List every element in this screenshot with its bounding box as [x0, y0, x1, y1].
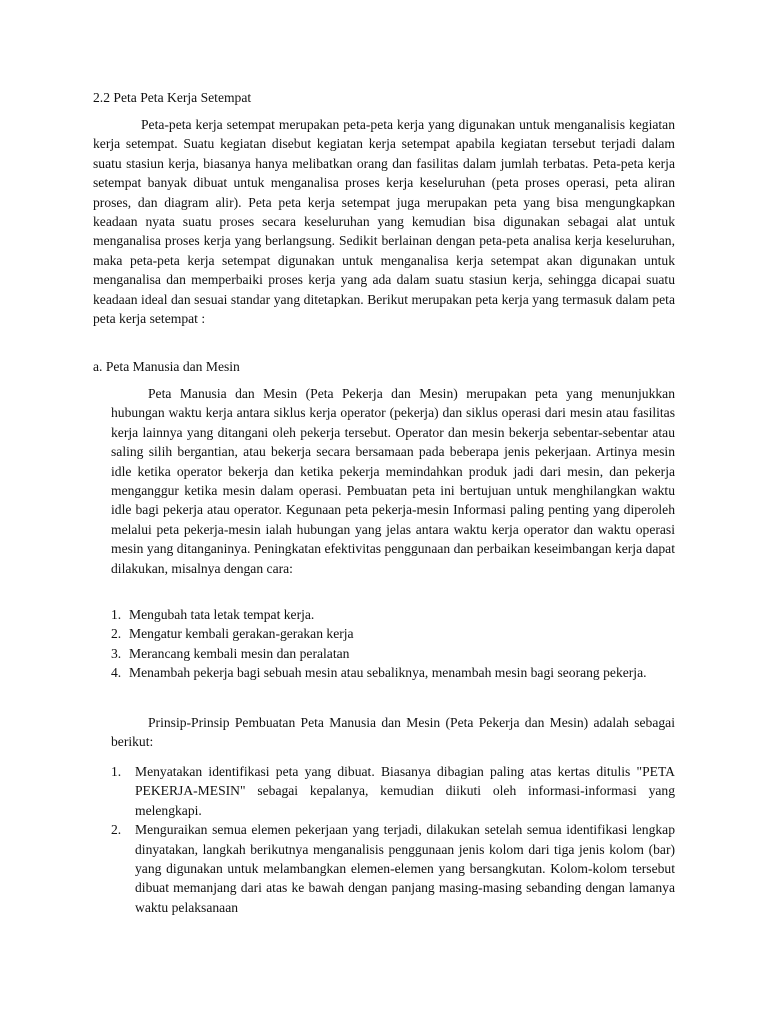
list-item — [111, 605, 675, 624]
list-item — [111, 624, 675, 643]
list-item-text: Mengubah tata letak tempat kerja. — [129, 607, 315, 622]
list-item-text: Merancang kembali mesin dan peralatan — [129, 645, 350, 661]
principles-list — [111, 762, 675, 917]
improvement-list — [111, 605, 675, 683]
list-item-number: 2. — [111, 822, 122, 838]
list-item-number: 2. — [111, 626, 122, 642]
list-item — [111, 644, 675, 663]
list-item-text: Menambah pekerja bagi sebuah mesin atau sebaliknya, menambah mesin bagi seorang pekerja. — [129, 665, 647, 681]
list-item-text: Menguraikan semua elemen pekerjaan yang terjadi, dilakukan setelah semua identifikasi lengkap dinyatakan, langkah berikutnya menganalisis penggunaan jenis kolom dari tiga jenis kolom (bar) yang digunakan untuk melambangkan elemen-elemen yang bersangkutan. Kolom-kolom tersebut dibuat memanjang dari atas ke bawah dengan panjang masing-masing sebanding dengan lamanya waktu pelaksanaan — [135, 822, 675, 915]
subsection-heading: a. Peta Manusia dan Mesin — [93, 359, 240, 374]
list-item-number: 1. — [111, 607, 122, 622]
list-item-text: Mengatur kembali gerakan-gerakan kerja — [129, 626, 354, 642]
section-heading: 2.2 Peta Peta Kerja Setempat — [93, 90, 252, 105]
list-item — [111, 663, 675, 682]
list-item-number: 1. — [111, 764, 122, 779]
list-item — [111, 820, 675, 917]
principles-paragraph: Prinsip-Prinsip Pembuatan Peta Manusia dan Mesin (Peta Pekerja dan Mesin) adalah sebagai berikut: — [111, 715, 675, 750]
list-item-text: Menyatakan identifikasi peta yang dibuat. Biasanya dibagian paling atas kertas ditulis "PETA PEKERJA-MESIN" sebagai kepalanya, kemudian diikuti oleh informasi-informasi yang melengkapi. — [135, 764, 675, 818]
list-item-number: 4. — [111, 665, 122, 681]
subsection-paragraph: Peta Manusia dan Mesin (Peta Pekerja dan Mesin) merupakan peta yang menunjukkan hubungan waktu kerja antara siklus kerja operator (pekerja) dan siklus operasi dari mesin atau fasilitas kerja lainnya yang ditangani oleh pekerja tersebut. Operator dan mesin bekerja sebentar-sebentar atau saling silih bergantian, atau bekerja secara bersamaan pada beberapa jenis pekerjaan. Artinya mesin idle ketika operator bekerja dan ketika pekerja memindahkan produk jadi dari mesin, dan pekerja menganggur ketika mesin dalam operasi. Pembuatan peta ini bertujuan untuk menghilangkan waktu idle bagi pekerja atau operator. Kegunaan peta pekerja-mesin Informasi paling penting yang diperoleh melalui peta pekerja-mesin ialah hubungan yang jelas antara waktu kerja operator dan waktu operasi mesin yang ditanganinya. Peningkatan efektivitas penggunaan dan perbaikan keseimbangan kerja dapat dilakukan, misalnya dengan cara: — [111, 386, 675, 576]
intro-paragraph: Peta-peta kerja setempat merupakan peta-peta kerja yang digunakan untuk menganalisis kegiatan kerja setempat. Suatu kegiatan disebut kegiatan kerja setempat apabila kegiatan tersebut terjadi dalam suatu stasiun kerja, biasanya hanya melibatkan orang dan fasilitas dalam jumlah terbatas. Peta-peta kerja setempat banyak dibuat untuk menganalisa proses kerja keseluruhan (peta proses operasi, peta aliran proses, dan diagram alir). Peta peta kerja setempat juga merupakan peta yang bisa mengungkapkan keadaan nyata suatu proses secara keseluruhan yang kemudian bisa digunakan sebagai alat untuk menganalisa proses kerja yang berlangsung. Sedikit berlainan dengan peta-peta analisa kerja keseluruhan, maka peta-peta kerja setempat digunakan untuk menganalisa kerja setempat akan digunakan untuk menganalisa dan memperbaiki proses kerja yang ada dalam suatu stasiun kerja, sehingga dicapai suatu keadaan ideal dan sesuai standar yang ditetapkan. Berikut merupakan peta kerja yang termasuk dalam peta peta kerja setempat : — [93, 117, 675, 327]
list-item-number: 3. — [111, 645, 122, 661]
list-item — [111, 762, 675, 820]
